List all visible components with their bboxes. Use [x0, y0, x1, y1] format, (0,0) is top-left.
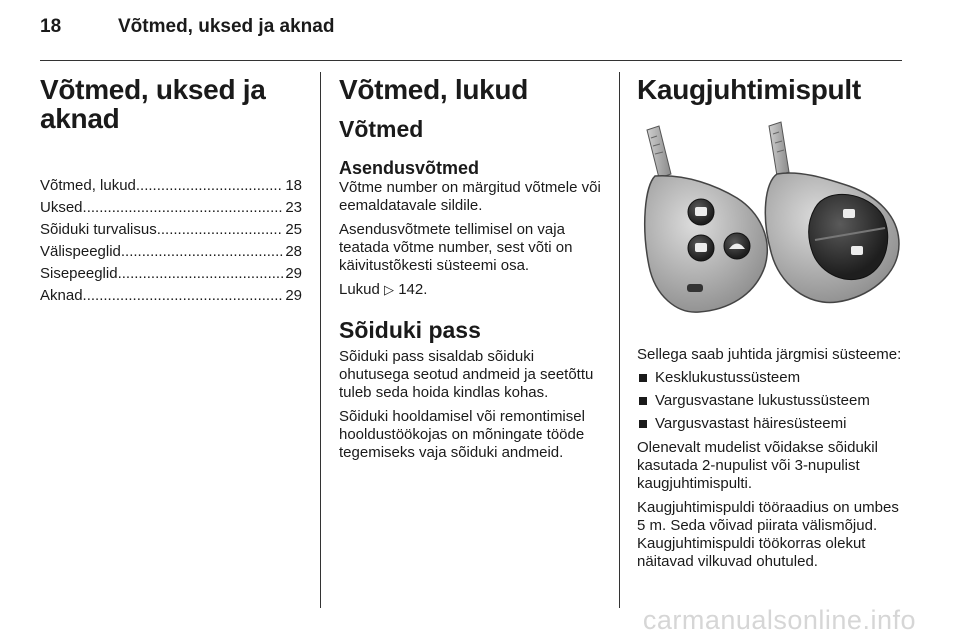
paragraph: Sõiduki pass sisaldab sõiduki ohutusega seotud andmeid ja seetõttu tuleb seda hoida kindlas kohas.: [339, 348, 594, 401]
column-divider-1: [320, 72, 321, 608]
bullet-square-icon: [639, 374, 647, 382]
running-title: Võtmed, uksed ja aknad: [118, 16, 335, 37]
bullet-square-icon: [639, 420, 647, 428]
cross-reference[interactable]: Lukud ▷ 142.: [339, 281, 428, 298]
column-keys-locks: [339, 75, 604, 462]
page-number: 18: [40, 16, 62, 37]
toc-entry[interactable]: Aknad ..... 29: [40, 285, 302, 307]
paragraph: Olenevalt mudelist võidakse sõidukil kasutada 2-nupulist või 3-nupulist kaugjuhtimispulti.: [637, 439, 878, 492]
column-divider-2: [619, 72, 620, 608]
toc-entry[interactable]: Uksed ..... 23: [40, 197, 302, 219]
toc-entry[interactable]: Võtmed, lukud ..... 18: [40, 175, 302, 197]
paragraph: Asendusvõtmete tellimisel on vaja teatada võtme number, sest võti on käivitustõkesti süsteemi osa.: [339, 221, 573, 274]
chapter-heading: Võtmed, uksed ja aknad: [40, 74, 266, 134]
table-of-contents: [40, 175, 302, 307]
sub-subsection-heading: Asendusvõtmed: [339, 158, 480, 178]
paragraph: Võtme number on märgitud võtmele või eemaldatavale sildile.: [339, 179, 601, 214]
subsection-heading: Võtmed: [339, 116, 424, 142]
toc-entry[interactable]: Sisepeeglid ..... 29: [40, 263, 302, 285]
toc-entry[interactable]: Välispeeglid ..... 28: [40, 241, 302, 263]
paragraph: Kaugjuhtimispuldi tööraadius on umbes 5 m. Seda võivad piirata välismõjud. Kaugjuhtimispuldi töökorras olekut näitavad vilkuvad ohutuled.: [637, 499, 899, 570]
list-item: Kesklukustussüsteem: [637, 369, 902, 387]
section-heading: Võtmed, lukud: [339, 74, 528, 105]
column-chapter-toc: [40, 75, 302, 307]
toc-entry[interactable]: Sõiduki turvalisus ..... 25: [40, 219, 302, 241]
paragraph: Sellega saab juhtida järgmisi süsteeme:: [637, 346, 902, 363]
header-rule: [40, 60, 902, 61]
watermark: carmanualsonline.info: [642, 605, 916, 635]
bullet-square-icon: [639, 397, 647, 405]
paragraph: Sõiduki hooldamisel või remontimisel hooldustöökojas on mõningate tööde tegemiseks vaja sõiduki andmeid.: [339, 408, 585, 461]
list-item: Vargusvastane lukustussüsteem: [637, 392, 902, 410]
page-reference-arrow-icon: ▷: [384, 282, 395, 297]
list-item: Vargusvastast häiresüsteemi: [637, 415, 902, 433]
section-heading: Kaugjuhtimispult: [637, 74, 861, 105]
section-heading-vehicle-pass: Sõiduki pass: [339, 317, 481, 343]
column-remote-control: [637, 75, 902, 571]
remote-key-illustration: [637, 116, 902, 331]
